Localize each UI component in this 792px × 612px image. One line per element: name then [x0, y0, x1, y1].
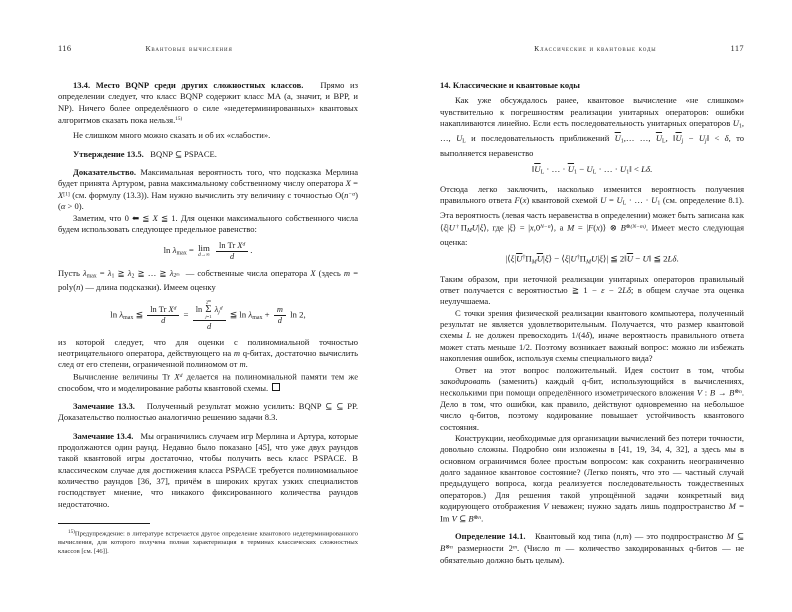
right-page [396, 0, 792, 612]
right-folio: 117 [730, 44, 744, 53]
remark-13-3 [58, 401, 358, 424]
definition-14-1-text: Квантовый код типа (n,m) — это подпространство M ⊆ $B^{\otimes n}$ размерности 2$^m$. (Число m — количество закодированных q-битов — не обязательно должно быть целым). [440, 531, 745, 565]
footnote-rule [58, 523, 150, 524]
left-folio: 116 [58, 44, 72, 53]
proof-paragraph-3: Пусть λmax = λ1 ≧ λ2 ≧ … ≧ λ2$^m$ — собственные числа оператора X (здесь m = poly(n) — длина подсказки). Имеем оценку [58, 267, 359, 293]
section-14-heading: 14. Классические и квантовые коды [440, 80, 580, 90]
remark-13-3-text: Полученный результат можно усилить: BQNP ⊆ ⊆ PP. Доказательство полностью аналогично решению задачи 8.3. [58, 401, 358, 423]
section-14-paragraph-6: Конструкции, необходимые для организации вычислений без потери точности, довольно сложны. Подробно они изложены в [41, 19, 34, 4, 32], а здесь мы в основном ограничимся более простым вопросом: как сохранить неограниченно долго заданное квантовое состояние? (Легко понять, что это — частный случай предыдущего вопроса, когда реализуется последовательность тождественных операторов.) Для решения такой упрощённой задачи конкретный вид кодирующего отображения V неважен; нужно задать лишь подпространство M = Im V ⊆ $B^{\otimes n}$. [440, 433, 745, 524]
formula-ln-lambda-limit: ln λmax = lim d→∞ $\frac{\ln Tr X^d}{d}$ . [163, 241, 253, 262]
paragraph-weakness: Не слишком много можно сказать и об их «слабости». [73, 130, 271, 141]
section-14-paragraph-1: Как уже обсуждалось ранее, квантовое вычисление «не слишком» чувствительно к погрешностям реализации унитарных операторов: ошибки накапливаются линейно. Если есть последовательность унитарных операторов U1, …, UL и последовательность приближений $\overline{U}1,\dots$ …, $\overline{U}L$, $‖\overline{U}_j$ − $U_j‖ < \delta$, то выполняется неравенство [440, 95, 745, 158]
footnote-15-text: Предупреждение: в литературе встречается другое определение квантового недетерминированного вычисления, для которого получена полная характеризация в терминах классических сложностных классов [см. [46]]. [58, 530, 358, 555]
section-13-4-body: Прямо из определении следует, что класс BQNP содержит класс MA (а, значит, и BPP, и NP). Ничего более определённого о силе «недетерминированных» квантовых алгоритмов сказать пока нельзя. [58, 80, 358, 125]
remark-13-4-text: Мы ограничились случаем игр Мерлина и Артура, которые продолжаются один раунд. Недавно было показано [45], что уже двух раундов такой квантовой игры достаточно, чтобы получить весь класс PSPACE. В классическом случае для достижения класса PSPACE требуется полиномиальное количество раундов [36, 37], причём в широких кругах узких специалистов господствует мнение, что никакого фиксированного количества раундов недостаточно. [58, 430, 358, 509]
right-running-head [440, 44, 744, 64]
left-running-head [58, 44, 358, 64]
footnote-15-number: 15) [68, 528, 75, 535]
section-14-paragraph-5: Ответ на этот вопрос положительный. Идея состоит в том, чтобы закодировать (заменить) каждый q-бит, использующийся в вычислениях, несколькими при помощи определённого изометрического вложения V : $B \to B^{\otimes n}$. Дело в том, что ошибки, как правило, действуют одновременно на небольшое число q-битов, поэтому кодирование повышает устойчивость квантового состояния. [440, 364, 744, 432]
proof-paragraph-1 [58, 167, 358, 213]
section-14-paragraph-2: Отсюда легко заключить, насколько изменится вероятность получения правильного ответа F(x) квантовой схемой U = UL · … · U1 (см. определение 8.1). Эта вероятность (левая часть неравенства в определении) может быть записана как $⟨\xi|U^\dagger\Pi_MU|\xi⟩$, где |ξ⟩ = $|x,0^{N-n}⟩$, а M = |F(x)⟩ ⊗ $B^{\otimes(N-m)}$. Имеет место следующая оценка: [440, 183, 745, 248]
proof-para-1-text: Максимальная вероятность того, что подсказка Мерлина будет принята Артуром, равна максимальному собственному числу оператора X = X[1] (см. формулу (13.3)). Нам нужно вычислить эту величину с точностью $O(n^{-\alpha}) (\alpha > 0)$. [58, 166, 358, 212]
remark-13-3-label: Замечание 13.3. [73, 401, 135, 411]
qed-square [272, 383, 280, 391]
formula-ln-lambda-bounds: ln λmax ≦ $\frac{\ln Tr X^d}{d}$ = ln 2$^m$ Σ j=1 $\lambda j^d$ d ≦ ln λmax + $\frac{m}{d}$ ln 2, [110, 298, 306, 331]
formula-operator-norm-bound: $‖\overline{U}L$ · … · $\overline{U}1$ − UL · … · U1‖ < Lδ. [531, 164, 653, 176]
remark-13-4-label: Замечание 13.4. [73, 430, 134, 441]
section-13-4-paragraph [58, 80, 358, 126]
footnote-15 [58, 528, 358, 556]
formula-probability-bound: $|⟨\xi|\overline{U}^\dagger\Pi_M\overline{U}|\xi⟩$ − $⟨\xi|U^\dagger\Pi_MU|\xi⟩|$ ≦ $2‖\overline{U}$ − U‖ ≦ 2Lδ. [505, 254, 679, 266]
statement-13-5-text: BQNP ⊆ PSPACE. [150, 148, 217, 159]
footnote-marker-15: 15) [175, 116, 183, 123]
statement-13-5 [58, 149, 358, 160]
right-text-column [440, 80, 744, 566]
definition-14-1 [440, 531, 744, 566]
section-14-paragraph-3: Таким образом, при неточной реализации унитарных операторов правильный ответ получается с вероятностью ≧ 1 − ε − 2Lδ; в общем случае эта оценка неулучшаема. [440, 273, 744, 307]
proof-paragraph-5: Вычисление величины Tr $X^d$ делается на полиномиальной памяти тем же способом, что и моделирование работы квантовой схемы. [58, 371, 358, 393]
left-text-column [58, 80, 358, 556]
section-14-paragraph-4: С точки зрения физической реализации квантового компьютера, полученный результат не является удовлетворительным. Получается, что размер квантовой схемы L не должен превосходить 1/(4δ), иначе вероятность правильного ответа может стать меньше 1/2. Поэтому возникает важный вопрос: можно ли избежать накопления ошибок, используя схемы специального вида? [440, 307, 745, 364]
section-13-4-heading: 13.4. Место BQNP среди других сложностных классов. [73, 80, 304, 90]
left-running-head-title: Квантовые вычисления [145, 44, 233, 53]
definition-14-1-label: Определение 14.1. [455, 531, 526, 542]
remark-13-4 [58, 431, 358, 510]
proof-label: Доказательство. [73, 166, 136, 177]
proof-paragraph-4: из которой следует, что для оценки с полиномиальной точностью неотрицательного оператора, действующего на m q-битах, достаточно вычислить след от его степени, ограниченной полиномом от m. [58, 336, 358, 370]
proof-paragraph-2: Заметим, что 0 ⬅⁠ ≦ X ≦ 1. Для оценки максимального собственного числа будем использовать следующее предельное равенство: [58, 212, 358, 235]
statement-13-5-label: Утверждение 13.5. [73, 148, 144, 159]
right-running-head-title: Классические и квантовые коды [534, 44, 657, 53]
